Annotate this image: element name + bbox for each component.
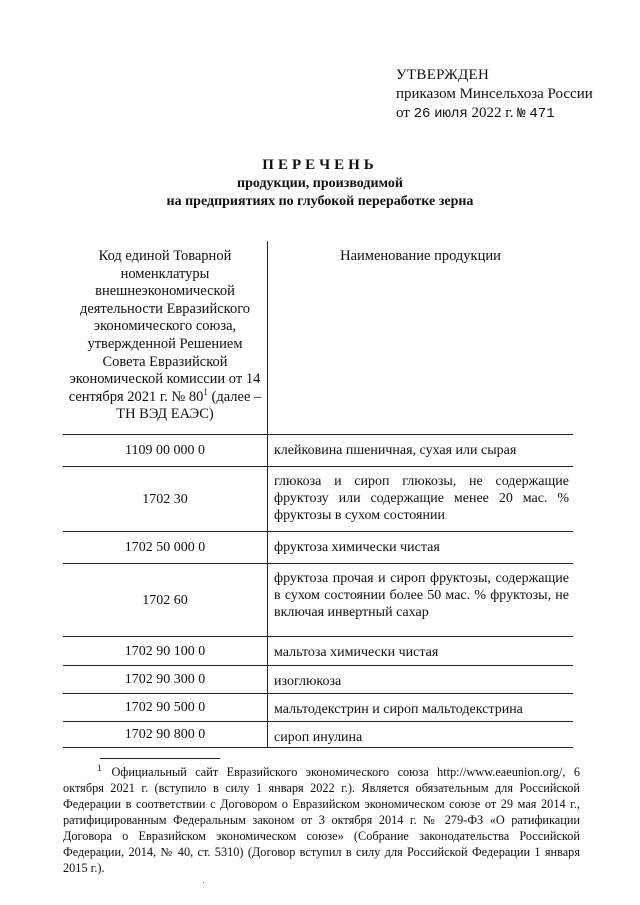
header-code-suffix: (далее – ТН ВЭД ЕАЭС): [116, 388, 262, 423]
row-name: сироп инулина: [268, 722, 574, 748]
row-code: 1702 50 000 0: [63, 532, 268, 564]
document-subtitle-2: на предприятиях по глубокой переработке зерна: [166, 194, 474, 209]
row-name: мальтоза химически чистая: [268, 637, 574, 666]
approval-year: 2022 г.: [471, 105, 514, 121]
table-row: [63, 666, 573, 694]
footnote: [63, 764, 580, 876]
approval-date-line: [396, 104, 593, 124]
approval-day: 26: [413, 106, 431, 122]
row-code: 1702 90 300 0: [63, 666, 268, 694]
row-name: изоглюкоза: [268, 666, 574, 694]
approval-number: 471: [529, 106, 555, 122]
row-name: фруктоза химически чистая: [268, 532, 574, 564]
row-name: клейковина пшеничная, сухая или сырая: [268, 435, 574, 467]
row-code: 1702 90 500 0: [63, 694, 268, 722]
table-header-row: [63, 241, 573, 435]
header-name-cell: Наименование продукции: [268, 241, 574, 435]
table-row: [63, 637, 573, 666]
table-row: [63, 435, 573, 467]
approval-order-line: приказом Минсельхоза России: [396, 86, 593, 102]
approval-stamp: [396, 66, 593, 124]
row-name: глюкоза и сироп глюкозы, не содержащие фруктозу или содержащие менее 20 мас. % фруктозы в сухом состоянии: [268, 467, 574, 532]
row-code: 1702 60: [63, 564, 268, 637]
document-subtitle-1: продукции, производимой: [237, 176, 403, 191]
document-title: ПЕРЕЧЕНЬ: [262, 157, 378, 173]
approval-date-prefix: от: [396, 105, 410, 121]
header-code-text: Код единой Товарной номенклатуры внешнеэкономической деятельности Евразийского экономического союза, утвержденной Решением Совета Евразийской экономической комиссии от 14 сентября 2021 г. № 80: [68, 248, 261, 405]
approval-no-sign: №: [517, 106, 526, 122]
header-code-cell: [63, 241, 268, 435]
row-code: 1702 90 100 0: [63, 637, 268, 666]
scan-speck: [203, 882, 204, 883]
approval-title: УТВЕРЖДЕН: [396, 67, 490, 83]
row-code: 1702 90 800 0: [63, 722, 268, 748]
document-heading: [0, 156, 640, 211]
footnote-divider: [100, 758, 220, 759]
footnote-text: Официальный сайт Евразийского экономического союза http://www.eaeunion.org/, 6 октября 2021 г. (вступило в силу 1 января 2022 г.). Является обязательным для Российской Федерации в соответствии с Договором о Евразийском экономическом союзе от 29 мая 2014 г., ратифицированным Федеральным законом от 3 октября 2014 г. № 279-ФЗ «О ратификации Договора о Евразийском экономическом союзе» (Собрание законодательства Российской Федерации, 2014, № 40, ст. 5310) (Договор вступил в силу для Российской Федерации 1 января 2015 г.).: [63, 765, 580, 875]
table-row: [63, 467, 573, 532]
table-row: [63, 722, 573, 748]
approval-month: июля: [434, 106, 468, 122]
row-name: мальтодекстрин и сироп мальтодекстрина: [268, 694, 574, 722]
footnote-ref: 1: [203, 386, 208, 397]
row-code: 1702 30: [63, 467, 268, 532]
table-row: [63, 564, 573, 637]
row-name: фруктоза прочая и сироп фруктозы, содержащие в сухом состоянии более 50 мас. % фруктозы, не включая инвертный сахар: [268, 564, 574, 637]
table-row: [63, 532, 573, 564]
products-table: [63, 241, 573, 748]
table-row: [63, 694, 573, 722]
footnote-mark: 1: [97, 762, 102, 773]
row-code: 1109 00 000 0: [63, 435, 268, 467]
